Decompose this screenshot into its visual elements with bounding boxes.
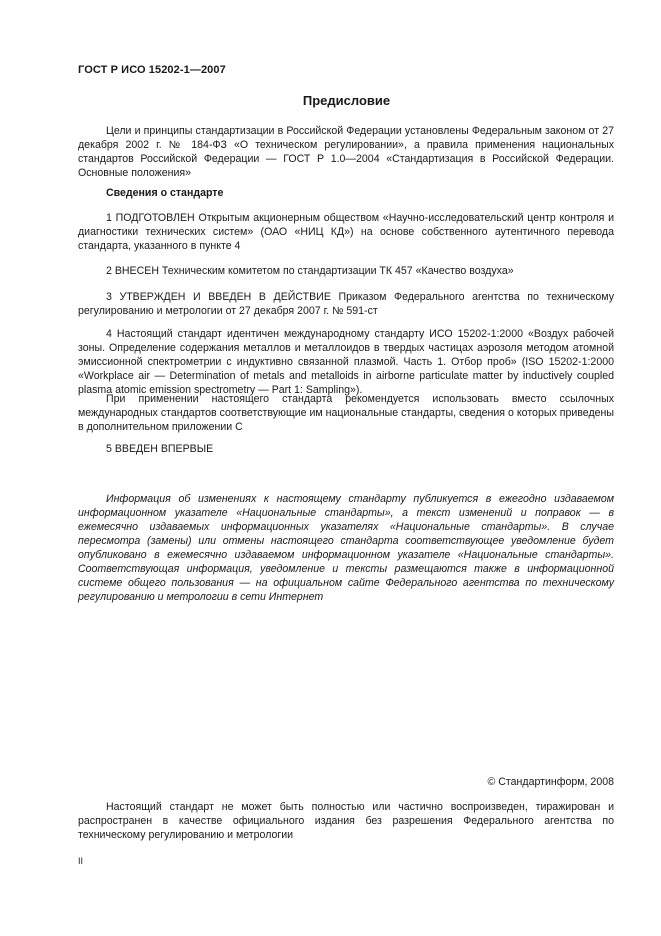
item-1-prepared: 1 ПОДГОТОВЛЕН Открытым акционерным обществом «Научно-исследовательский центр контроля и диагностики технических систем» (ОАО «НИЦ КД») на основе собственного аутентичного перевода стандарта, указанного в пункте 4 <box>78 212 614 252</box>
standard-info-heading: Сведения о стандарте <box>106 187 224 199</box>
item-4-identical: 4 Настоящий стандарт идентичен международному стандарту ИСО 15202-1:2000 «Воздух рабочей зоны. Определение содержания металлов и металлоидов в твердых частицах аэрозоля методом атомной эмиссионной спектрометрии с индуктивно связанной плазмой. Часть 1. Отбор проб» (ISO 15202-1:2000 «Workplace air — Determination of metals and metalloids in airborne particulate matter by inductively coupled plasma atomic emission spectrometry — Part 1: Sampling»). <box>78 328 614 396</box>
page-number: II <box>78 856 84 866</box>
intro-paragraph: Цели и принципы стандартизации в Российской Федерации установлены Федеральным законом от 27 декабря 2002 г. № 184-ФЗ «О техническом регулировании», а правила применения национальных стандартов Российской Федерации — ГОСТ Р 1.0—2004 «Стандартизация в Российской Федерации. Основные положения» <box>78 125 614 179</box>
changes-notice: Информация об изменениях к настоящему стандарту публикуется в ежегодно издаваемом информационном указателе «Национальные стандарты», а текст изменений и поправок — в ежемесячно издаваемых информационных указателях «Национальные стандарты». В случае пересмотра (замены) или отмены настоящего стандарта соответствующее уведомление будет опубликовано в ежемесячно издаваемом информационном указателе «Национальные стандарты». Соответствующая информация, уведомление и тексты размещаются также в информационной системе общего пользования — на официальном сайте Федерального агентства по техническому регулированию и метрологии в сети Интернет <box>78 493 614 603</box>
item-4-recommendation: При применении настоящего стандарта рекомендуется использовать вместо ссылочных международных стандартов соответствующие им национальные стандарты, сведения о которых приведены в дополнительном приложении С <box>78 393 614 433</box>
item-3-approved: 3 УТВЕРЖДЕН И ВВЕДЕН В ДЕЙСТВИЕ Приказом Федерального агентства по техническому регулированию и метрологии от 27 декабря 2007 г. № 591-ст <box>78 291 614 317</box>
item-2-introduced: 2 ВНЕСЕН Техническим комитетом по стандартизации ТК 457 «Качество воздуха» <box>106 265 514 277</box>
document-code-header: ГОСТ Р ИСО 15202-1—2007 <box>78 64 226 76</box>
section-title <box>0 93 661 108</box>
reproduction-notice: Настоящий стандарт не может быть полностью или частично воспроизведен, тиражирован и распространен в качестве официального издания без разрешения Федерального агентства по техническому регулированию и метрологии <box>78 801 614 841</box>
item-5-first-introduced: 5 ВВЕДЕН ВПЕРВЫЕ <box>106 443 214 455</box>
section-title-text: Предисловие <box>302 93 391 108</box>
copyright-line: © Стандартинформ, 2008 <box>487 776 614 788</box>
